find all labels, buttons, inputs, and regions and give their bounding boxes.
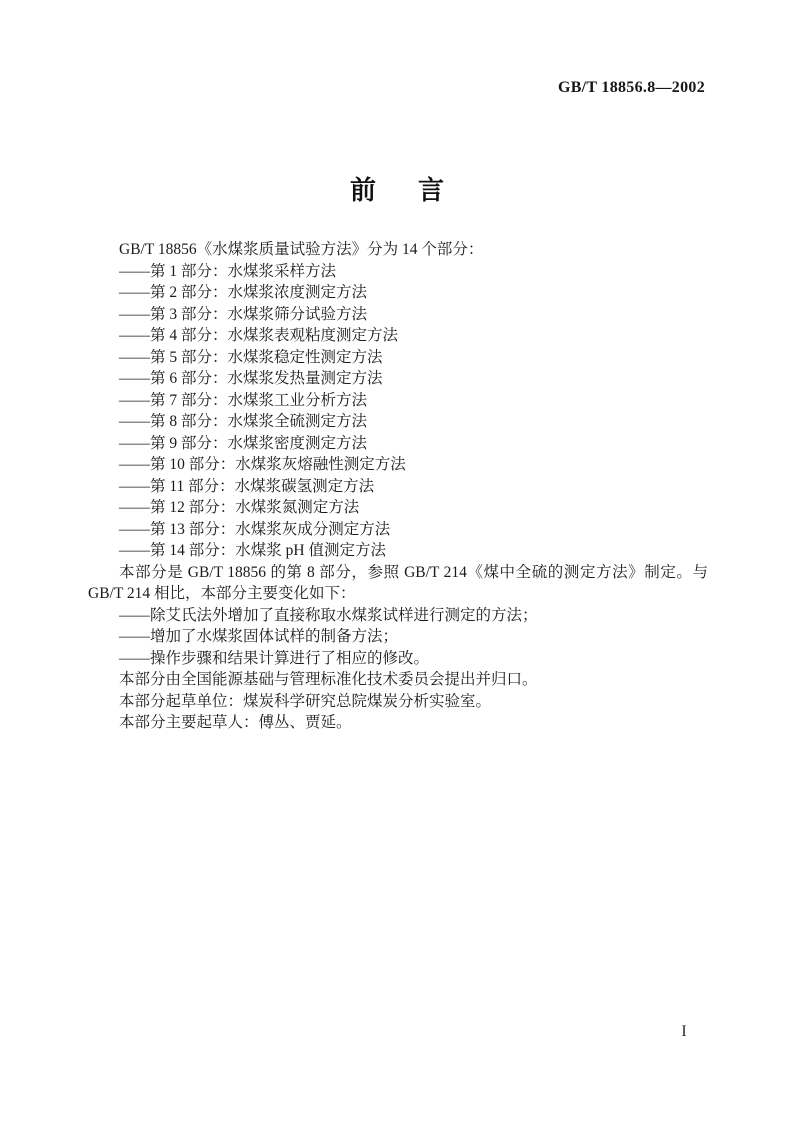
part-list-item: ——第 10 部分：水煤浆灰熔融性测定方法 [119, 456, 406, 473]
revision-note: 本部分是 GB/T 18856 的第 8 部分，参照 GB/T 214《煤中全硫的测定方法》制定。与 GB/T 214 相比，本部分主要变化如下： [88, 563, 708, 602]
drafters-line: 本部分主要起草人：傅丛、贾延。 [119, 714, 352, 731]
part-list-item: ——第 6 部分：水煤浆发热量测定方法 [119, 370, 383, 387]
part-list-item: ——第 4 部分：水煤浆表观粘度测定方法 [119, 327, 399, 344]
part-list-item: ——第 7 部分：水煤浆工业分析方法 [119, 391, 368, 409]
change-list-item: ——操作步骤和结果计算进行了相应的修改。 [119, 649, 430, 667]
part-list-item: ——第 5 部分：水煤浆稳定性测定方法 [119, 348, 383, 366]
change-list-item: ——除艾氏法外增加了直接称取水煤浆试样进行测定的方法； [119, 606, 538, 624]
page-number: I [681, 1023, 687, 1040]
part-list-item: ——第 9 部分：水煤浆密度测定方法 [119, 434, 368, 452]
proposed-by-line: 本部分由全国能源基础与管理标准化技术委员会提出并归口。 [119, 671, 538, 688]
parts-list [88, 261, 708, 562]
foreword-intro: GB/T 18856《水煤浆质量试验方法》分为 14 个部分： [119, 241, 484, 258]
foreword-title: 前言 [349, 176, 486, 205]
part-list-item: ——第 2 部分：水煤浆浓度测定方法 [119, 284, 368, 301]
drafting-unit-line: 本部分起草单位：煤炭科学研究总院煤炭分析实验室。 [119, 692, 492, 710]
part-list-item: ——第 1 部分：水煤浆采样方法 [119, 262, 337, 280]
changes-list [88, 605, 708, 670]
part-list-item: ——第 8 部分：水煤浆全硫测定方法 [119, 413, 368, 430]
part-list-item: ——第 13 部分：水煤浆灰成分测定方法 [119, 520, 391, 538]
part-list-item: ——第 3 部分：水煤浆筛分试验方法 [119, 305, 368, 323]
part-list-item: ——第 14 部分：水煤浆 pH 值测定方法 [119, 542, 386, 559]
change-list-item: ——增加了水煤浆固体试样的制备方法； [119, 628, 399, 645]
part-list-item: ——第 12 部分：水煤浆氮测定方法 [119, 499, 360, 516]
part-list-item: ——第 11 部分：水煤浆碳氢测定方法 [119, 477, 375, 495]
foreword-body [88, 239, 708, 734]
standard-code-header: GB/T 18856.8—2002 [557, 79, 705, 96]
